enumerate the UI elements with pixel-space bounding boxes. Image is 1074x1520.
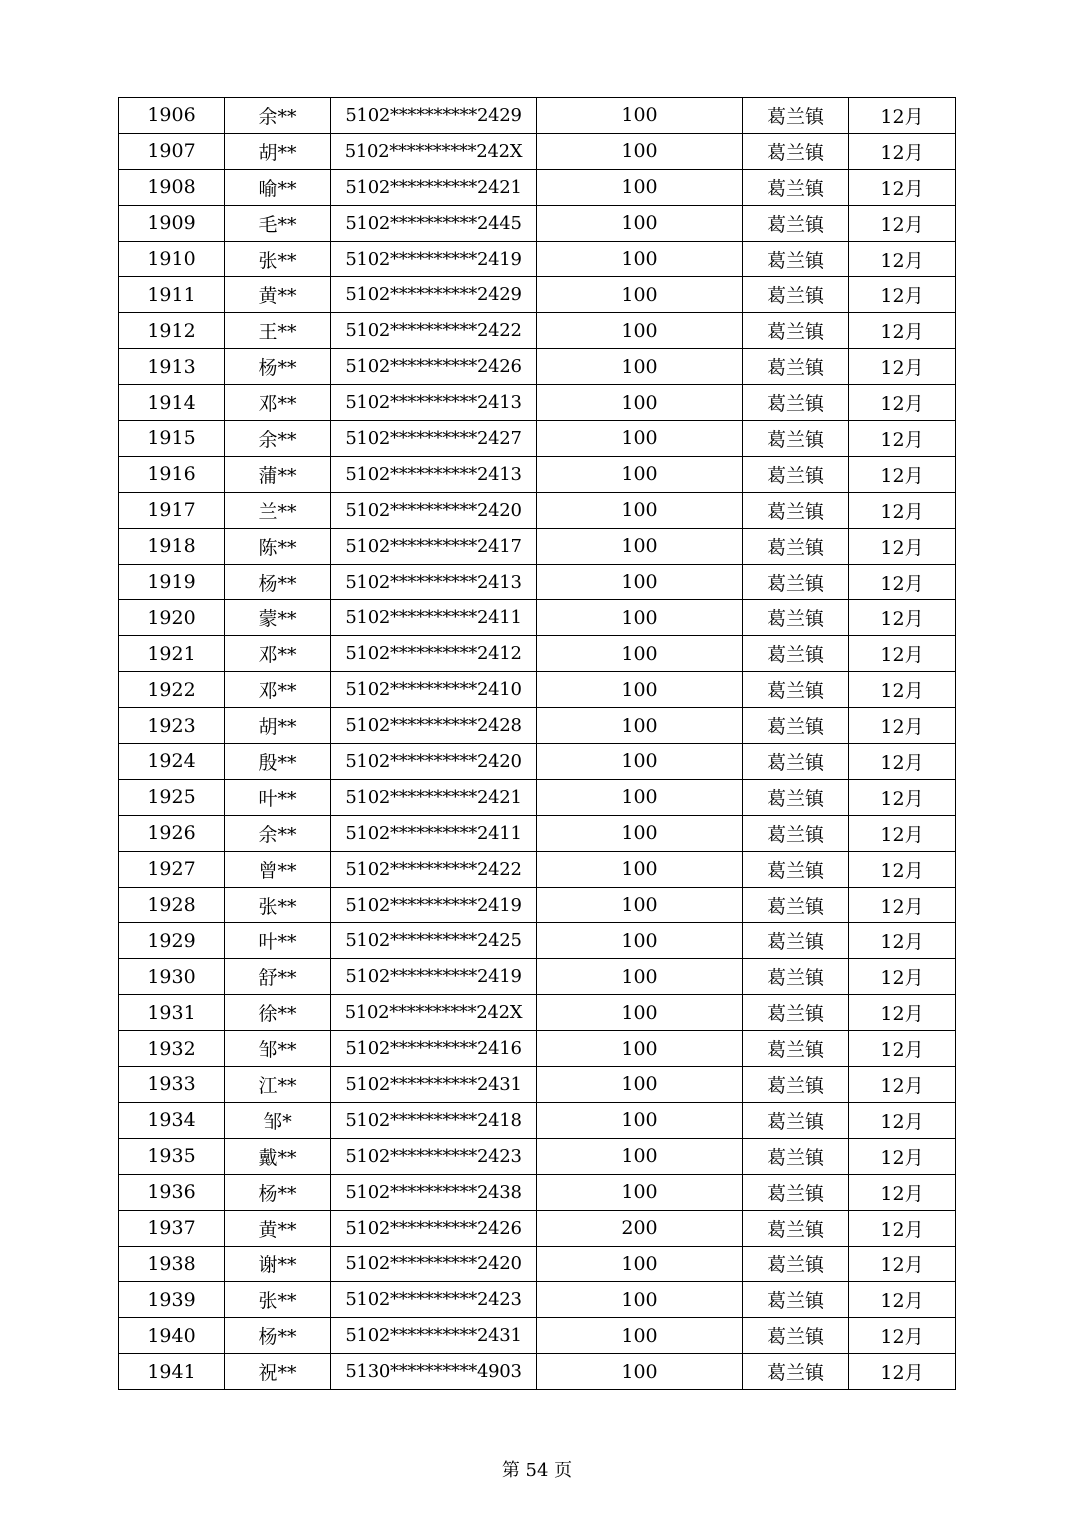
name-cell: 邓** bbox=[225, 672, 331, 708]
serial-cell: 1923 bbox=[119, 708, 225, 744]
id-number-cell: 5102**********2416 bbox=[331, 1031, 537, 1067]
month-cell: 12月 bbox=[849, 241, 956, 277]
name-cell: 张** bbox=[225, 1282, 331, 1318]
town-cell: 葛兰镇 bbox=[743, 600, 849, 636]
month-cell: 12月 bbox=[849, 456, 956, 492]
amount-cell: 100 bbox=[537, 528, 743, 564]
table-row bbox=[119, 421, 956, 457]
amount-cell: 100 bbox=[537, 959, 743, 995]
month-cell: 12月 bbox=[849, 744, 956, 780]
amount-cell: 100 bbox=[537, 1102, 743, 1138]
month-cell: 12月 bbox=[849, 1174, 956, 1210]
town-cell: 葛兰镇 bbox=[743, 385, 849, 421]
amount-cell: 100 bbox=[537, 169, 743, 205]
month-cell: 12月 bbox=[849, 708, 956, 744]
amount-cell: 100 bbox=[537, 313, 743, 349]
town-cell: 葛兰镇 bbox=[743, 492, 849, 528]
name-cell: 江** bbox=[225, 1067, 331, 1103]
table-row bbox=[119, 887, 956, 923]
amount-cell: 100 bbox=[537, 708, 743, 744]
serial-cell: 1916 bbox=[119, 456, 225, 492]
serial-cell: 1939 bbox=[119, 1282, 225, 1318]
month-cell: 12月 bbox=[849, 205, 956, 241]
amount-cell: 100 bbox=[537, 421, 743, 457]
name-cell: 王** bbox=[225, 313, 331, 349]
amount-cell: 100 bbox=[537, 887, 743, 923]
town-cell: 葛兰镇 bbox=[743, 169, 849, 205]
name-cell: 杨** bbox=[225, 1318, 331, 1354]
id-number-cell: 5102**********2413 bbox=[331, 564, 537, 600]
month-cell: 12月 bbox=[849, 1282, 956, 1318]
id-number-cell: 5102**********242X bbox=[331, 133, 537, 169]
serial-cell: 1941 bbox=[119, 1354, 225, 1390]
amount-cell: 100 bbox=[537, 923, 743, 959]
name-cell: 叶** bbox=[225, 779, 331, 815]
serial-cell: 1908 bbox=[119, 169, 225, 205]
name-cell: 戴** bbox=[225, 1138, 331, 1174]
serial-cell: 1940 bbox=[119, 1318, 225, 1354]
id-number-cell: 5102**********242X bbox=[331, 995, 537, 1031]
id-number-cell: 5102**********2421 bbox=[331, 779, 537, 815]
town-cell: 葛兰镇 bbox=[743, 528, 849, 564]
serial-cell: 1938 bbox=[119, 1246, 225, 1282]
town-cell: 葛兰镇 bbox=[743, 313, 849, 349]
id-number-cell: 5102**********2412 bbox=[331, 636, 537, 672]
table-row bbox=[119, 313, 956, 349]
amount-cell: 100 bbox=[537, 277, 743, 313]
month-cell: 12月 bbox=[849, 600, 956, 636]
name-cell: 徐** bbox=[225, 995, 331, 1031]
table-row bbox=[119, 708, 956, 744]
name-cell: 胡** bbox=[225, 133, 331, 169]
id-number-cell: 5102**********2445 bbox=[331, 205, 537, 241]
table-row bbox=[119, 241, 956, 277]
town-cell: 葛兰镇 bbox=[743, 456, 849, 492]
amount-cell: 200 bbox=[537, 1210, 743, 1246]
serial-cell: 1920 bbox=[119, 600, 225, 636]
month-cell: 12月 bbox=[849, 815, 956, 851]
town-cell: 葛兰镇 bbox=[743, 779, 849, 815]
id-number-cell: 5102**********2426 bbox=[331, 349, 537, 385]
amount-cell: 100 bbox=[537, 133, 743, 169]
amount-cell: 100 bbox=[537, 636, 743, 672]
name-cell: 邓** bbox=[225, 636, 331, 672]
name-cell: 叶** bbox=[225, 923, 331, 959]
serial-cell: 1907 bbox=[119, 133, 225, 169]
table-row bbox=[119, 1031, 956, 1067]
name-cell: 邹** bbox=[225, 1031, 331, 1067]
serial-cell: 1909 bbox=[119, 205, 225, 241]
town-cell: 葛兰镇 bbox=[743, 815, 849, 851]
name-cell: 蒙** bbox=[225, 600, 331, 636]
name-cell: 曾** bbox=[225, 851, 331, 887]
amount-cell: 100 bbox=[537, 1246, 743, 1282]
id-number-cell: 5102**********2419 bbox=[331, 887, 537, 923]
month-cell: 12月 bbox=[849, 133, 956, 169]
month-cell: 12月 bbox=[849, 923, 956, 959]
month-cell: 12月 bbox=[849, 421, 956, 457]
id-number-cell: 5102**********2427 bbox=[331, 421, 537, 457]
table-row bbox=[119, 1318, 956, 1354]
name-cell: 张** bbox=[225, 887, 331, 923]
serial-cell: 1913 bbox=[119, 349, 225, 385]
amount-cell: 100 bbox=[537, 205, 743, 241]
town-cell: 葛兰镇 bbox=[743, 1138, 849, 1174]
name-cell: 杨** bbox=[225, 564, 331, 600]
town-cell: 葛兰镇 bbox=[743, 636, 849, 672]
serial-cell: 1929 bbox=[119, 923, 225, 959]
id-number-cell: 5102**********2425 bbox=[331, 923, 537, 959]
table-row bbox=[119, 564, 956, 600]
month-cell: 12月 bbox=[849, 1210, 956, 1246]
serial-cell: 1925 bbox=[119, 779, 225, 815]
month-cell: 12月 bbox=[849, 1318, 956, 1354]
town-cell: 葛兰镇 bbox=[743, 1318, 849, 1354]
table-row bbox=[119, 815, 956, 851]
amount-cell: 100 bbox=[537, 815, 743, 851]
month-cell: 12月 bbox=[849, 779, 956, 815]
serial-cell: 1921 bbox=[119, 636, 225, 672]
amount-cell: 100 bbox=[537, 385, 743, 421]
month-cell: 12月 bbox=[849, 1138, 956, 1174]
table-row bbox=[119, 995, 956, 1031]
town-cell: 葛兰镇 bbox=[743, 995, 849, 1031]
serial-cell: 1932 bbox=[119, 1031, 225, 1067]
month-cell: 12月 bbox=[849, 385, 956, 421]
name-cell: 蒲** bbox=[225, 456, 331, 492]
table-row bbox=[119, 672, 956, 708]
id-number-cell: 5102**********2410 bbox=[331, 672, 537, 708]
month-cell: 12月 bbox=[849, 672, 956, 708]
id-number-cell: 5102**********2418 bbox=[331, 1102, 537, 1138]
id-number-cell: 5102**********2419 bbox=[331, 241, 537, 277]
amount-cell: 100 bbox=[537, 779, 743, 815]
month-cell: 12月 bbox=[849, 995, 956, 1031]
id-number-cell: 5102**********2411 bbox=[331, 600, 537, 636]
name-cell: 邓** bbox=[225, 385, 331, 421]
amount-cell: 100 bbox=[537, 1138, 743, 1174]
table-row bbox=[119, 779, 956, 815]
town-cell: 葛兰镇 bbox=[743, 349, 849, 385]
id-number-cell: 5102**********2428 bbox=[331, 708, 537, 744]
id-number-cell: 5102**********2420 bbox=[331, 744, 537, 780]
table-row bbox=[119, 205, 956, 241]
table-row bbox=[119, 98, 956, 134]
town-cell: 葛兰镇 bbox=[743, 1174, 849, 1210]
name-cell: 余** bbox=[225, 815, 331, 851]
id-number-cell: 5102**********2420 bbox=[331, 492, 537, 528]
serial-cell: 1915 bbox=[119, 421, 225, 457]
amount-cell: 100 bbox=[537, 1067, 743, 1103]
name-cell: 兰** bbox=[225, 492, 331, 528]
month-cell: 12月 bbox=[849, 887, 956, 923]
name-cell: 舒** bbox=[225, 959, 331, 995]
table-row bbox=[119, 744, 956, 780]
table-row bbox=[119, 1210, 956, 1246]
serial-cell: 1933 bbox=[119, 1067, 225, 1103]
amount-cell: 100 bbox=[537, 456, 743, 492]
amount-cell: 100 bbox=[537, 995, 743, 1031]
town-cell: 葛兰镇 bbox=[743, 1102, 849, 1138]
table-row bbox=[119, 1282, 956, 1318]
amount-cell: 100 bbox=[537, 600, 743, 636]
amount-cell: 100 bbox=[537, 744, 743, 780]
id-number-cell: 5102**********2419 bbox=[331, 959, 537, 995]
serial-cell: 1917 bbox=[119, 492, 225, 528]
serial-cell: 1911 bbox=[119, 277, 225, 313]
town-cell: 葛兰镇 bbox=[743, 277, 849, 313]
id-number-cell: 5102**********2417 bbox=[331, 528, 537, 564]
amount-cell: 100 bbox=[537, 851, 743, 887]
name-cell: 杨** bbox=[225, 1174, 331, 1210]
id-number-cell: 5102**********2429 bbox=[331, 98, 537, 134]
serial-cell: 1906 bbox=[119, 98, 225, 134]
table-row bbox=[119, 923, 956, 959]
id-number-cell: 5130**********4903 bbox=[331, 1354, 537, 1390]
table-row bbox=[119, 277, 956, 313]
table-row bbox=[119, 600, 956, 636]
serial-cell: 1919 bbox=[119, 564, 225, 600]
town-cell: 葛兰镇 bbox=[743, 1282, 849, 1318]
amount-cell: 100 bbox=[537, 1318, 743, 1354]
table-row bbox=[119, 959, 956, 995]
name-cell: 谢** bbox=[225, 1246, 331, 1282]
town-cell: 葛兰镇 bbox=[743, 1067, 849, 1103]
town-cell: 葛兰镇 bbox=[743, 672, 849, 708]
table-row bbox=[119, 851, 956, 887]
serial-cell: 1918 bbox=[119, 528, 225, 564]
month-cell: 12月 bbox=[849, 1067, 956, 1103]
page-number: 第 54 页 bbox=[501, 1460, 573, 1481]
id-number-cell: 5102**********2423 bbox=[331, 1138, 537, 1174]
serial-cell: 1931 bbox=[119, 995, 225, 1031]
name-cell: 余** bbox=[225, 98, 331, 134]
serial-cell: 1927 bbox=[119, 851, 225, 887]
id-number-cell: 5102**********2426 bbox=[331, 1210, 537, 1246]
month-cell: 12月 bbox=[849, 98, 956, 134]
month-cell: 12月 bbox=[849, 277, 956, 313]
data-table bbox=[118, 97, 956, 1390]
month-cell: 12月 bbox=[849, 851, 956, 887]
table-row bbox=[119, 1354, 956, 1390]
month-cell: 12月 bbox=[849, 349, 956, 385]
amount-cell: 100 bbox=[537, 98, 743, 134]
serial-cell: 1926 bbox=[119, 815, 225, 851]
month-cell: 12月 bbox=[849, 959, 956, 995]
id-number-cell: 5102**********2438 bbox=[331, 1174, 537, 1210]
name-cell: 殷** bbox=[225, 744, 331, 780]
town-cell: 葛兰镇 bbox=[743, 851, 849, 887]
amount-cell: 100 bbox=[537, 564, 743, 600]
serial-cell: 1936 bbox=[119, 1174, 225, 1210]
table-row bbox=[119, 169, 956, 205]
table-body bbox=[119, 98, 956, 1390]
amount-cell: 100 bbox=[537, 1354, 743, 1390]
serial-cell: 1922 bbox=[119, 672, 225, 708]
id-number-cell: 5102**********2423 bbox=[331, 1282, 537, 1318]
town-cell: 葛兰镇 bbox=[743, 1354, 849, 1390]
table-row bbox=[119, 385, 956, 421]
table-row bbox=[119, 349, 956, 385]
town-cell: 葛兰镇 bbox=[743, 564, 849, 600]
name-cell: 祝** bbox=[225, 1354, 331, 1390]
id-number-cell: 5102**********2431 bbox=[331, 1318, 537, 1354]
id-number-cell: 5102**********2429 bbox=[331, 277, 537, 313]
month-cell: 12月 bbox=[849, 636, 956, 672]
town-cell: 葛兰镇 bbox=[743, 241, 849, 277]
town-cell: 葛兰镇 bbox=[743, 205, 849, 241]
name-cell: 毛** bbox=[225, 205, 331, 241]
town-cell: 葛兰镇 bbox=[743, 98, 849, 134]
amount-cell: 100 bbox=[537, 1174, 743, 1210]
month-cell: 12月 bbox=[849, 492, 956, 528]
serial-cell: 1914 bbox=[119, 385, 225, 421]
table-row bbox=[119, 1067, 956, 1103]
table-row bbox=[119, 528, 956, 564]
amount-cell: 100 bbox=[537, 349, 743, 385]
town-cell: 葛兰镇 bbox=[743, 959, 849, 995]
table-row bbox=[119, 636, 956, 672]
id-number-cell: 5102**********2422 bbox=[331, 313, 537, 349]
town-cell: 葛兰镇 bbox=[743, 744, 849, 780]
name-cell: 胡** bbox=[225, 708, 331, 744]
amount-cell: 100 bbox=[537, 672, 743, 708]
serial-cell: 1934 bbox=[119, 1102, 225, 1138]
name-cell: 陈** bbox=[225, 528, 331, 564]
table-row bbox=[119, 133, 956, 169]
name-cell: 黄** bbox=[225, 1210, 331, 1246]
name-cell: 余** bbox=[225, 421, 331, 457]
month-cell: 12月 bbox=[849, 564, 956, 600]
month-cell: 12月 bbox=[849, 1246, 956, 1282]
id-number-cell: 5102**********2421 bbox=[331, 169, 537, 205]
amount-cell: 100 bbox=[537, 492, 743, 528]
serial-cell: 1937 bbox=[119, 1210, 225, 1246]
amount-cell: 100 bbox=[537, 241, 743, 277]
serial-cell: 1930 bbox=[119, 959, 225, 995]
name-cell: 张** bbox=[225, 241, 331, 277]
month-cell: 12月 bbox=[849, 169, 956, 205]
id-number-cell: 5102**********2411 bbox=[331, 815, 537, 851]
month-cell: 12月 bbox=[849, 1102, 956, 1138]
amount-cell: 100 bbox=[537, 1282, 743, 1318]
table-row bbox=[119, 1102, 956, 1138]
name-cell: 邹* bbox=[225, 1102, 331, 1138]
town-cell: 葛兰镇 bbox=[743, 1246, 849, 1282]
id-number-cell: 5102**********2431 bbox=[331, 1067, 537, 1103]
town-cell: 葛兰镇 bbox=[743, 708, 849, 744]
town-cell: 葛兰镇 bbox=[743, 1210, 849, 1246]
month-cell: 12月 bbox=[849, 313, 956, 349]
month-cell: 12月 bbox=[849, 528, 956, 564]
amount-cell: 100 bbox=[537, 1031, 743, 1067]
table-row bbox=[119, 492, 956, 528]
town-cell: 葛兰镇 bbox=[743, 1031, 849, 1067]
name-cell: 杨** bbox=[225, 349, 331, 385]
table-row bbox=[119, 1246, 956, 1282]
town-cell: 葛兰镇 bbox=[743, 133, 849, 169]
id-number-cell: 5102**********2413 bbox=[331, 456, 537, 492]
table-row bbox=[119, 456, 956, 492]
town-cell: 葛兰镇 bbox=[743, 923, 849, 959]
serial-cell: 1928 bbox=[119, 887, 225, 923]
name-cell: 喻** bbox=[225, 169, 331, 205]
table-row bbox=[119, 1174, 956, 1210]
town-cell: 葛兰镇 bbox=[743, 887, 849, 923]
name-cell: 黄** bbox=[225, 277, 331, 313]
town-cell: 葛兰镇 bbox=[743, 421, 849, 457]
serial-cell: 1912 bbox=[119, 313, 225, 349]
serial-cell: 1910 bbox=[119, 241, 225, 277]
month-cell: 12月 bbox=[849, 1031, 956, 1067]
id-number-cell: 5102**********2422 bbox=[331, 851, 537, 887]
serial-cell: 1935 bbox=[119, 1138, 225, 1174]
table-row bbox=[119, 1138, 956, 1174]
serial-cell: 1924 bbox=[119, 744, 225, 780]
id-number-cell: 5102**********2413 bbox=[331, 385, 537, 421]
id-number-cell: 5102**********2420 bbox=[331, 1246, 537, 1282]
month-cell: 12月 bbox=[849, 1354, 956, 1390]
